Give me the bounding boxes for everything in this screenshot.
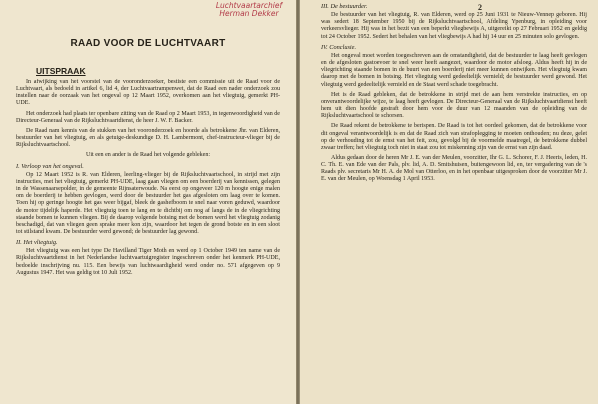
left-page xyxy=(0,0,296,404)
signature-paragraph: Aldus gedaan door de heren Mr J. E. van der Meulen, voorzitter, Ihr G. L. Schorer, F. J. Heeris, leden, H. C. Th. E. van Ede van der Pals, plv. lid, A. D. Smitshuisen, buitengewoon lid, en, ter vergadering van de 's Raads plv. secretaris Mr H. A. de Mol van Otterloo, en in het openbaar uitgesproken door de voorzitter Mr J. E. van der Meulen, op Woensdag 1 April 1953. xyxy=(321,154,587,183)
intro-paragraph-3: De Raad nam kennis van de stukken van het vooronderzoek en hoorde als betrokkene Jhr. van Elderen, bestuurder van het vliegtuig, en als getuige-deskundige D. H. Lambermont, chef-instructeur-vlieger bij de Rijksluchtvaartschool. xyxy=(16,127,280,149)
conclusion-paragraph-3: De Raad rekent de betrokkene te berispen. De Raad is tot het oordeel gekomen, dat de betrokkene voor dit ongeval verantwoordelijk is en dat de Raad zich van strafoplegging te moeten onthouden; nu deze, gelet op de verhouding tot de ernst van het feit, zou, gevolgd bij de voormelde maatregel, de betrokkene dubbel zwaar treffen; het vliegtuig toch niet in staat zou tot miskenning zijn van de ernst van zijn daad. xyxy=(321,123,587,151)
intro-paragraph-4: Uit een en ander is de Raad het volgende gebleken: xyxy=(85,152,211,159)
archive-stamp xyxy=(206,2,292,18)
ruling-heading: UITSPRAAK xyxy=(36,66,86,76)
section-3-heading: III. De bestuurder. xyxy=(321,3,368,10)
conclusion-paragraph-2: Het is de Raad gebleken, dat de betrokkene in strijd met de aan hem verstrekte instructies, en op onverantwoordelijke wijze, te laag heeft gevlogen. De Directeur-Generaal van de Rijksluchtvaartdienst heeft hem uit dien hoofde gestraft door hem voor de duur van 12 maanden van de opleiding van de Rijksluchtvaartschool te schorsen. xyxy=(321,91,587,120)
stamp-line-1: Luchtvaartarchief xyxy=(215,1,283,10)
document-title: RAAD VOOR DE LUCHTVAART xyxy=(70,38,226,49)
section-2-text: Het vliegtuig was een het type De Havilland Tiger Moth en werd op 1 October 1949 ten name van de Rijksluchtvaartdienst in het Nederlandse luchtvaartuigregister ingeschreven onder het kenmerk PH-UDE, bedoelde inschrijving nu. 115. Een bewijs van luchtwaardigheid werd onder no. 571 afgegeven op 9 Augustus 1947. Het was geldig tot 10 Juli 1952. xyxy=(16,248,280,276)
right-page xyxy=(300,0,598,404)
section-2-heading: II. Het vliegtuig. xyxy=(16,239,58,247)
intro-paragraph-2: Het onderzoek had plaats ter openbare zitting van de Raad op 2 Maart 1953, in tegenwoordigheid van de Directeur-Generaal van de Rijksluchtvaartdienst, de heer J. W. F. Backer. xyxy=(16,110,280,124)
section-1-text: Op 12 Maart 1952 is R. van Elderen, leerling-vlieger bij de Rijksluchtvaartschool, in strijd met zijn instructies, met het vliegtuig, gemerkt PH-UDE, laag gaan vliegen om een boerderij van kennissen, gelegen in de Wassenaarsepolder, in de gemeente Rijnsaterwoude. Na eerst op ongeveer 120 m hoogte enige malen om de boerderij te hebben gevlogen, werd door de bestuurder het gas afgesloten om laag over te komen. Toen hij op geringe hoogte het gas weer bijgaf, bleek de gashefboom te snel naar voren geduwd, waardoor de motor tijdelijk haperde. Het vliegtuig toen te lang en te dichtbij om nog af langs de in de vliegrichting staande bomen te kunnen vliegen. Bij de daarop volgende botsing met de bomen werd het vliegtuig zodanig beschadigd, dat van vliegen geen sprake meer kon zijn, waardoor het tegen de grond botste en in een sloot tot stilstand kwam. De bestuurder werd gewond; de bestuurder lag gewond. xyxy=(16,171,280,235)
intro-paragraph-1: In afwijking van het voorstel van de vooronderzoeker, bestiste een commissie uit de Raad voor de Luchtvaart, als bedoeld in artikel 6, lid 4, der Luchtvaartrampenwet, dat de Raad een nader onderzoek zou instellen naar de oorzaak van het ongeval op 12 Maart 1952, overkomen aan het vliegtuig, gemerkt PH-UDE. xyxy=(16,79,280,107)
stamp-line-2: Herman Dekker xyxy=(219,9,279,18)
section-3-text: De bestuurder van het vliegtuig, R. van Elderen, werd op 25 Juni 1931 te Nieuw-Vennep geboren. Hij was sedert 18 September 1950 bij de Rijksluchtvaartschool, Afdeling Ypenburg, in opleiding voor verkeersvlieger. Hij was in het bezit van een beperkt vliegbewijs A, uitgereikt op 27 Februari 1952 en geldig tot 24 October 1952. Sedert het behalen van het vliegbewijs A had hij 14 uur en 25 minuten solo gevlogen. xyxy=(321,12,587,40)
page-number: 2 xyxy=(478,3,482,12)
left-body-text xyxy=(16,79,280,402)
right-body-text xyxy=(321,2,587,402)
conclusion-paragraph-1: Het ongeval moet worden toegeschreven aan de omstandigheid, dat de bestuurder te laag heeft gevlogen en de afgesloten gastoevoer te snel weer heeft aangezet, waardoor de motor afsloeg. Aldus heeft hij in de vliegrichting staande bomen in de buurt van een boerderij niet meer kunnen ontwijken. Het vliegtuig kwam daarop met de bomen in botsing. Het vliegtuig werd gedeeltelijk vernield; de bestuurder werd gewond. Het vliegtuig werd gedeeltelijk vernield en de Staat werd schade toegebracht. xyxy=(321,52,587,88)
section-1-heading: I. Verloop van het ongeval. xyxy=(16,162,84,170)
section-4-heading: IV. Conclusie. xyxy=(321,43,357,51)
